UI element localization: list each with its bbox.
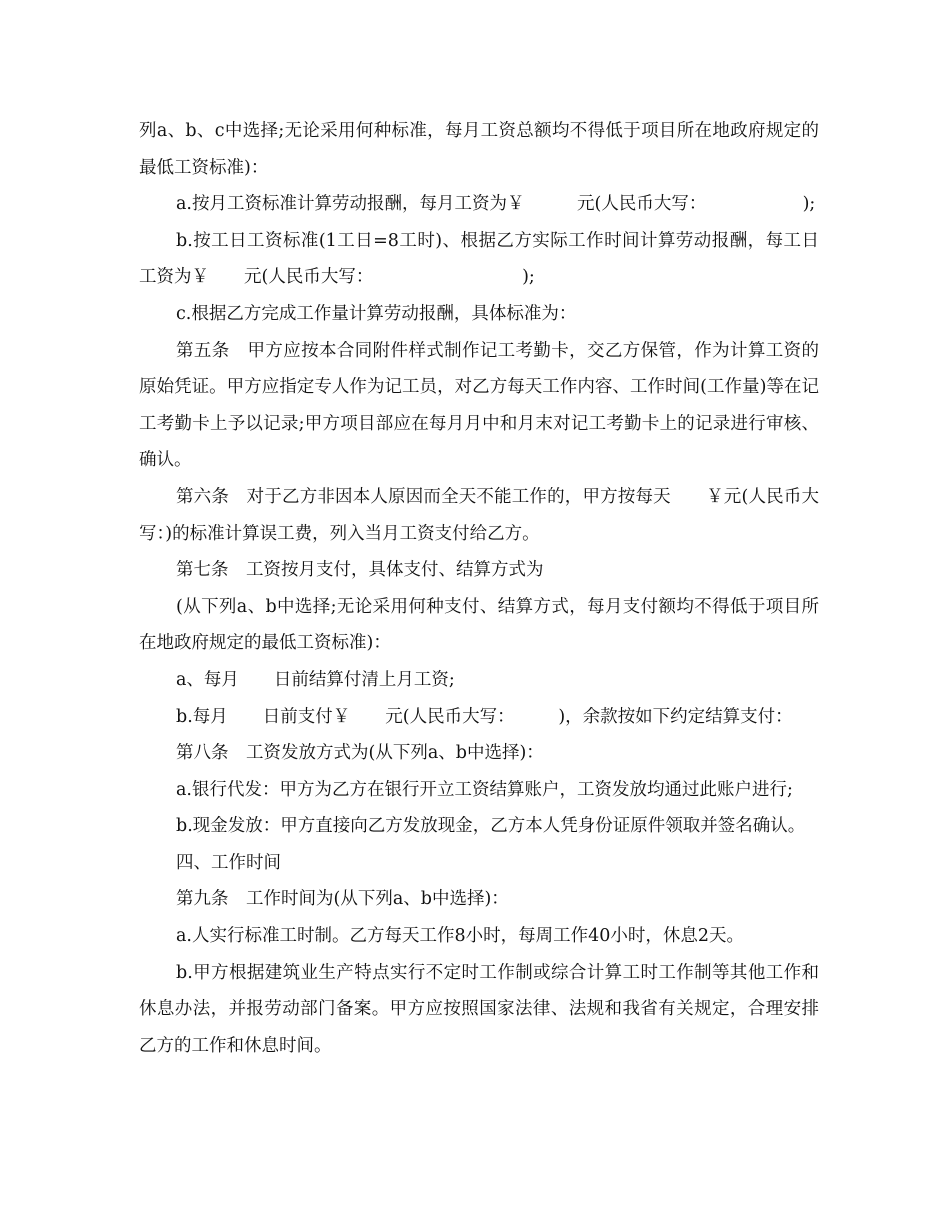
article-7-option-a: a、每月 日前结算付清上月工资; (176, 669, 455, 690)
article-6-paragraph: 第六条 对于乙方非因本人原因而全天不能工作的，甲方按每天 ￥元(人民币大写：)的标准计算误工费，列入当月工资支付给乙方。 (139, 486, 819, 544)
article-7-options-note: (从下列a、b中选择;无论采用何种支付、结算方式，每月支付额均不得低于项目所在地政府规定的最低工资标准)： (139, 596, 819, 654)
document-body (139, 113, 819, 1064)
paragraph-4: c.根据乙方完成工作量计算劳动报酬，具体标准为： (176, 303, 577, 324)
article-9-option-a: a.人实行标准工时制。乙方每天工作8小时，每周工作40小时，休息2天。 (176, 926, 745, 947)
article-5-paragraph: 第五条 甲方应按本合同附件样式制作记工考勤卡，交乙方保管，作为计算工资的原始凭证。甲方应指定专人作为记工员，对乙方每天工作内容、工作时间(工作量)等在记工考勤卡上予以记录;甲方项目部应在每月月中和月末对记工考勤卡上的记录进行审核、确认。 (139, 340, 819, 471)
article-7-paragraph: 第七条 工资按月支付，具体支付、结算方式为 (176, 560, 544, 581)
article-8-paragraph: 第八条 工资发放方式为(从下列a、b中选择)： (176, 743, 544, 764)
paragraph-2: a.按月工资标准计算劳动报酬，每月工资为￥ 元(人民币大写： ); (176, 194, 816, 215)
article-8-option-b: b.现金发放：甲方直接向乙方发放现金，乙方本人凭身份证原件领取并签名确认。 (176, 816, 806, 837)
article-9-option-b: b.甲方根据建筑业生产特点实行不定时工作制或综合计算工时工作制等其他工作和休息办法，并报劳动部门备案。甲方应按照国家法律、法规和我省有关规定，合理安排乙方的工作和休息时间。 (139, 962, 819, 1056)
article-9-paragraph: 第九条 工作时间为(从下列a、b中选择)： (176, 889, 509, 910)
section-heading-work-time: 四、工作时间 (176, 852, 281, 873)
article-7-option-b: b.每月 日前支付￥ 元(人民币大写： )，余款按如下约定结算支付： (176, 706, 793, 727)
paragraph-3: b.按工日工资标准(1工日=8工时)、根据乙方实际工作时间计算劳动报酬，每工日工资为￥ 元(人民币大写： ); (139, 230, 819, 288)
article-8-option-a: a.银行代发：甲方为乙方在银行开立工资结算账户，工资发放均通过此账户进行; (176, 779, 793, 800)
paragraph-1: 列a、b、c中选择;无论采用何种标准，每月工资总额均不得低于项目所在地政府规定的最低工资标准)： (139, 121, 819, 178)
